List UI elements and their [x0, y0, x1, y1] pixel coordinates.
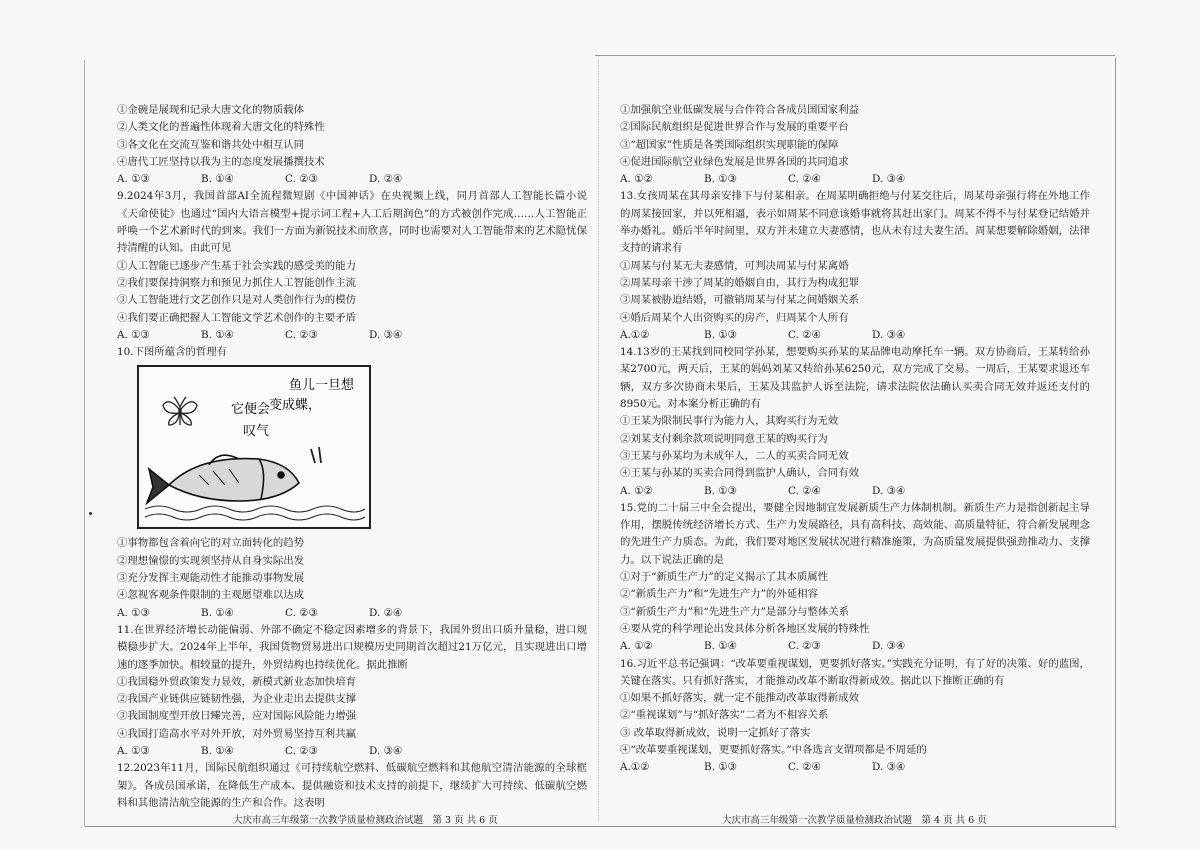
- q9-item: ①人工智能已逐步产生基于社会实践的感受美的能力: [117, 259, 356, 272]
- q16-item: ②“重视谋划”与“抓好落实”二者为不相容关系: [620, 709, 829, 722]
- page-edge-top: [595, 55, 1115, 56]
- option: B. ①③: [704, 173, 737, 186]
- cartoon-caption-3: 它便会: [231, 402, 271, 418]
- option: A. ①③: [117, 328, 150, 341]
- q12-options: [620, 171, 1090, 188]
- q15-options: [620, 638, 1090, 655]
- q13-stem: 13.女孩周某在其母亲安排下与付某相亲。在周某明确拒绝与付某交往后，周某母亲强行将在外地工作的周某接回家，并以死相逼，表示如周某不同意该婚事就将其赶出家门。周某不得不与付某登记结婚并举办婚礼。婚后半年时间里，双方并未建立夫妻感情，也从未有过夫妻生活。周某想要解除婚姻，法律支持的请求有: [620, 190, 1090, 255]
- page-3-footer: 大庆市高三年级第一次教学质量检测政治试题 第 3 页 共 6 页: [233, 815, 498, 826]
- option: D. ③④: [369, 328, 403, 341]
- option: C. ②④: [788, 484, 821, 497]
- option: D. ③④: [872, 328, 906, 341]
- option: A. ①③: [117, 745, 150, 758]
- option: D. ③④: [369, 745, 403, 758]
- page-4-column: [620, 102, 1090, 777]
- q14-stem: 14.13岁的王某找到同校同学孙某，想要购买孙某的某品牌电动摩托车一辆。双方协商后，王某转给孙某2700元，两天后，王某的妈妈刘某又转给孙某6250元，双方完成了交易。一周后，王某要求退还车辆，双方多次协商未果后，王某及其监护人诉至法院，请求法院依法确认买卖合同无效并返还支付的8950元。对本案分析正确的有: [620, 346, 1090, 411]
- q12-item: ②国际民航组织是促进世界合作与发展的重要平台: [620, 121, 849, 134]
- option: B. ①③: [704, 761, 737, 774]
- option: D. ②④: [369, 606, 403, 619]
- q14-item: ②刘某支付剩余款项说明同意王某的购买行为: [620, 432, 828, 445]
- page-edge-bottom: [85, 826, 1115, 827]
- option: B. ①④: [201, 606, 234, 619]
- option: A.①②: [620, 761, 650, 774]
- q8-item: ④唐代工匠坚持以我为主的态度发展播撰技术: [117, 155, 325, 168]
- option: D. ③④: [872, 484, 906, 497]
- cartoon-caption-2: 变成蝶，: [269, 398, 322, 414]
- q16-stem: 16.习近平总书记强调：“改革要重视谋划，更要抓好落实。”实践充分证明，有了好的决策、好的蓝图，关键在落实。只有抓好落实，才能推动改革不断取得新成效。据此以下推断正确的有: [620, 657, 1090, 687]
- option: B. ①③: [704, 328, 737, 341]
- option: A. ①③: [117, 606, 150, 619]
- q8-item: ②人类文化的普遍性体现着大唐文化的特殊性: [117, 121, 325, 134]
- q12-stem: 12.2023年11月，国际民航组织通过《可持续航空燃料、低碳航空燃料和其他航空清洁能源的全球框架》。各成员国承诺，在降低生产成本、提供融资和技术支持的前提下，继续扩大可持续、低碳航空燃料和其他清洁航空能源的生产和合作。这表明: [117, 762, 587, 809]
- q9-item: ③人工智能进行文艺创作只是对人类创作行为的模仿: [117, 294, 356, 307]
- q10-options: [117, 605, 587, 622]
- option: C. ②④: [788, 761, 821, 774]
- q9-options: [117, 327, 587, 344]
- exclamation-icon: [311, 447, 321, 463]
- page-edge-right: [1115, 58, 1116, 828]
- option: D. ③④: [872, 640, 906, 653]
- page-edge-left: [84, 60, 85, 826]
- option: C. ②③: [285, 173, 318, 186]
- q14-options: [620, 483, 1090, 500]
- q12-item: ①加强航空业低碳发展与合作符合各成员国国家利益: [620, 104, 859, 116]
- q15-item: ④要从党的科学理论出发具体分析各地区发展的特殊性: [620, 622, 870, 635]
- fish-cartoon: [137, 365, 371, 529]
- option: C. ②④: [788, 328, 821, 341]
- option: B. ①④: [201, 173, 234, 186]
- option: C. ②③: [285, 745, 318, 758]
- q16-item: ③ 改革取得新成效，说明一定抓好了落实: [620, 726, 811, 739]
- page-4-footer: 大庆市高三年级第一次教学质量检测政治试题 第 4 页 共 6 页: [722, 815, 987, 826]
- q10-item: ③充分发挥主观能动性才能推动事物发展: [117, 572, 305, 585]
- option: A. ①②: [620, 484, 653, 497]
- q8-item: ①金碗是展现和记录大唐文化的物质载体: [117, 104, 305, 116]
- q8-options: [117, 171, 587, 188]
- q14-item: ①王某为限制民事行为能力人，其购买行为无效: [620, 415, 839, 428]
- q10-item: ④忽视客观条件限制的主观愿望难以达成: [117, 589, 305, 602]
- fish-cartoon-drawing: [139, 367, 369, 527]
- option: D. ②④: [369, 173, 403, 186]
- q13-item: ④婚后周某个人出资购买的房产，归周某个人所有: [620, 311, 849, 324]
- q12-item: ③“超国家”性质是各类国际组织实现职能的保障: [620, 138, 839, 151]
- q11-stem: 11.在世界经济增长动能偏弱、外部不确定不稳定因素增多的背景下，我国外贸出口质升量稳，进口规模稳步扩大。2024年上半年，我国货物贸易进出口规模历史同期首次超过21万亿元，且实现进出口增速的逐季加快。相较量的提升，外贸结构也持续优化。据此推断: [117, 623, 587, 671]
- option: C. ②③: [285, 606, 318, 619]
- q15-item: ③“新质生产力”和“先进生产力”是部分与整体关系: [620, 605, 850, 618]
- water-waves: [145, 506, 365, 520]
- q15-stem: 15.党的二十届三中全会提出，要健全因地制宜发展新质生产力体制机制。新质生产力是指创新起主导作用，摆脱传统经济增长方式、生产力发展路径，具有高科技、高效能、高质量特征，符合新发展理念的先进生产力质态。为此，我们要对地区发展状况进行精准施策，为高质量发展提供强劲推动力、支撑力。以下说法正确的是: [620, 501, 1090, 566]
- q12-item: ④促进国际航空业绿色发展是世界各国的共同追求: [620, 155, 849, 168]
- q16-item: ④“改革要重视谋划，更要抓好落实。”中各选言支谓项都是不周延的: [620, 743, 927, 756]
- q15-item: ①对于“新质生产力”的定义揭示了其本质属性: [620, 571, 829, 584]
- q8-item: ③各文化在交流互鉴和谐共处中相互认同: [117, 138, 305, 151]
- option: B. ①④: [201, 328, 234, 341]
- option: D. ③④: [872, 761, 906, 774]
- option: B. ①③: [704, 484, 737, 497]
- option: A. ①②: [620, 173, 653, 186]
- page-3-column: [117, 102, 587, 812]
- q10-item: ②理想憧憬的实现须坚持从自身实际出发: [117, 554, 305, 567]
- q11-item: ③我国制度型开放日臻完善，应对国际风险能力增强: [117, 710, 356, 723]
- option: A. ①②: [620, 640, 653, 653]
- q13-item: ②周某母亲干涉了周某的婚姻自由，其行为构成犯罪: [620, 276, 859, 289]
- q11-item: ①我国稳外贸政策发力显效，新模式新业态加快培育: [117, 675, 356, 688]
- q13-options: [620, 327, 1090, 344]
- butterfly-icon: [163, 397, 197, 425]
- option: C. ②③: [788, 640, 821, 653]
- q9-item: ②我们要保持洞察力和预见力抓住人工智能创作主流: [117, 276, 356, 289]
- q11-options: [117, 743, 587, 760]
- option: A. ①③: [117, 173, 150, 186]
- fish-icon: [147, 456, 299, 504]
- q15-item: ②“新质生产力”和“先进生产力”的外延相容: [620, 588, 818, 601]
- q16-options: [620, 759, 1090, 776]
- q14-item: ③王某与孙某均为未成年人，二人的买卖合同无效: [620, 449, 849, 462]
- option: C. ②④: [788, 173, 821, 186]
- scan-speck: [89, 512, 92, 515]
- q9-item: ④我们要正确把握人工智能文学艺术创作的主要矛盾: [117, 311, 356, 324]
- q10-stem: 10.下图所蕴含的哲理有: [117, 346, 228, 359]
- q11-item: ④我国打造高水平对外开放，对外贸易坚持互利共赢: [117, 727, 356, 740]
- page-fold: [598, 60, 599, 820]
- cartoon-caption-1: 鱼儿一旦想: [289, 378, 355, 394]
- q16-item: ①如果不抓好落实，就一定不能推动改革取得新成效: [620, 692, 859, 705]
- cartoon-caption-4: 叹气: [243, 424, 270, 440]
- q10-item: ①事物都包含着向它的对立面转化的趋势: [117, 537, 305, 550]
- q13-item: ①周某与付某无夫妻感情，可判决周某与付某离婚: [620, 259, 849, 272]
- q14-item: ④王某与孙某的买卖合同得到监护人确认，合同有效: [620, 467, 859, 480]
- option: B. ①④: [704, 640, 737, 653]
- option: B. ①④: [201, 745, 234, 758]
- q9-stem: 9.2024年3月，我国首部AI全流程微短剧《中国神话》在央视频上线，同月首部人工智能长篇小说《天命使徒》也通过“国内大语言模型+提示词工程+人工后期润色”的方式被创作完成……人工智能正呼唤一个艺术新时代的到来。我们一方面为新锐技术而欣喜，同时也需要对人工智能带来的艺术隐忧保持清醒的认知。由此可见: [117, 190, 587, 255]
- q13-item: ③周某被胁迫结婚，可撤销周某与付某之间婚姻关系: [620, 294, 859, 307]
- option: D. ③④: [872, 173, 906, 186]
- q11-item: ②我国产业链供应链韧性强，为企业走出去提供支撑: [117, 693, 356, 706]
- option: C. ②③: [285, 328, 318, 341]
- option: A.①②: [620, 328, 650, 341]
